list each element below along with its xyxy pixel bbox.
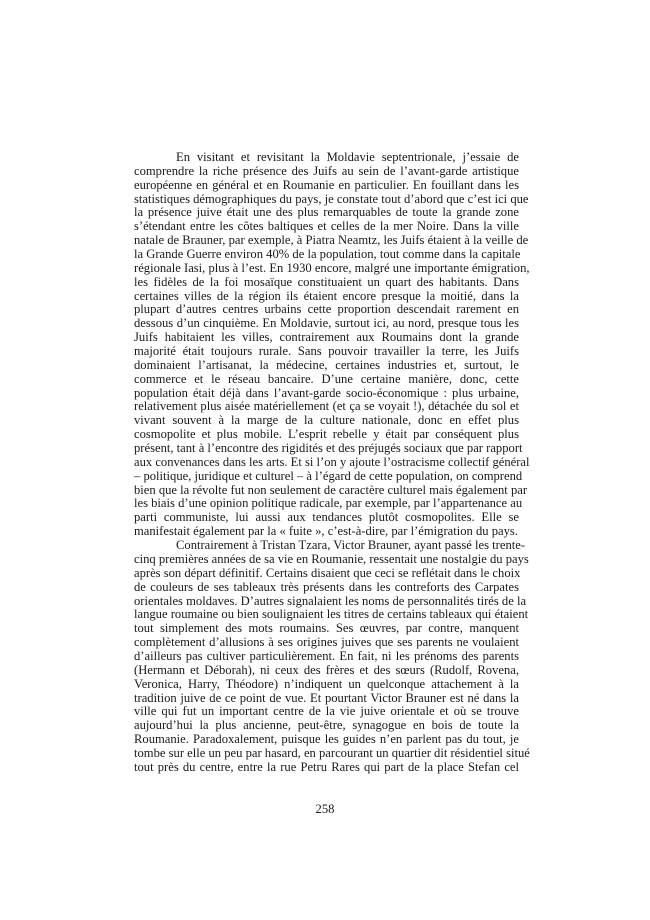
text-line: présent, tant à l’encontre des rigidités et des préjugés sociaux que par rapport <box>134 441 523 456</box>
paragraph <box>134 538 530 775</box>
text-line: manifestait également par la « fuite », c’est-à-dire, par l’émigration du pays. <box>134 524 518 539</box>
text-line: aujourd’hui la plus ancienne, peut-être, synagogue en bois de toute la <box>134 718 519 733</box>
text-line: s’étendant entre les côtes baltiques et celles de la mer Noire. Dans la ville <box>134 219 519 234</box>
text-line: d’ailleurs pas cultiver particulièrement. En fait, ni les prénoms des parents <box>134 648 519 663</box>
text-line: Roumanie. Paradoxalement, puisque les guides n’en parlent pas du tout, je <box>134 732 519 747</box>
text-line: natale de Brauner, par exemple, à Piatra Neamtz, les Juifs étaient à la veille de <box>134 233 529 248</box>
text-line: cosmopolite et plus mobile. L’esprit rebelle y était par conséquent plus <box>134 427 519 442</box>
text-line: tombe sur elle un peu par hasard, en parcourant un quartier dit résidentiel situé <box>134 745 530 760</box>
text-line: les biais d’une opinion politique radicale, par exemple, par l’appartenance au <box>134 496 523 511</box>
text-line: dominaient l’artisanat, la médecine, certaines industries et, surtout, le <box>134 357 519 372</box>
text-line: langue roumaine ou bien soulignaient les titres de certains tableaux qui étaient <box>134 607 529 622</box>
text-line: tradition juive de ce point de vue. Et pourtant Victor Brauner est né dans la <box>134 690 519 705</box>
text-line: plupart d’autres centres urbains cette proportion descendait rarement en <box>134 302 519 317</box>
text-line: En visitant et revisitant la Moldavie septentrionale, j’essaie de <box>176 150 519 164</box>
text-line: parti communiste, lui aussi aux tendances plutôt cosmopolites. Elle se <box>134 510 519 525</box>
text-line: la Grande Guerre environ 40% de la population, tout comme dans la capitale <box>134 247 521 262</box>
text-line: majorité était toujours rurale. Sans pouvoir travailler la terre, les Juifs <box>134 344 519 359</box>
text-line: tout près du centre, entre la rue Petru Rares qui part de la place Stefan cel <box>134 759 519 774</box>
text-line: statistiques démographiques du pays, je constate tout d’abord que c’est ici que <box>134 191 529 206</box>
page-number: 258 <box>315 802 335 816</box>
text-line: tout simplement des mots roumains. Ses œuvres, par contre, manquent <box>134 621 519 636</box>
text-line: Juifs habitaient les villes, contrairement aux Roumains dont la grande <box>134 330 519 345</box>
text-line: régionale Iasi, plus à l’est. En 1930 encore, malgré une importante émigration, <box>134 260 530 275</box>
text-line: aux convenances dans les arts. Et si l’on y ajoute l’ostracisme collectif général <box>134 454 530 469</box>
text-line: commerce et le réseau bancaire. D’une certaine manière, donc, cette <box>134 371 519 386</box>
text-line: dessous d’un cinquième. En Moldavie, surtout ici, au nord, presque tous les <box>134 316 519 331</box>
text-line: cinq premières années de sa vie en Roumanie, ressentait une nostalgie du pays <box>134 551 529 566</box>
text-line: européenne en général et en Roumanie en particulier. En fouillant dans les <box>134 177 519 192</box>
text-line: Veronica, Harry, Théodore) n’indiquent un quelconque attachement à la <box>134 676 519 691</box>
text-line: – politique, juridique et culturel – à l’égard de cette population, on comprend <box>134 468 523 483</box>
text-line: population était déjà dans l’avant-garde socio-économique : plus urbaine, <box>134 385 519 400</box>
text-line: de couleurs de ses tableaux très présents dans les contreforts des Carpates <box>134 579 519 594</box>
text-line: orientales moldaves. D’autres signalaient les noms de personnalités tirés de la <box>134 593 527 608</box>
text-line: ville qui fut un important centre de la vie juive orientale et où se trouve <box>134 704 519 719</box>
text-line: vivant souvent à la marge de la culture nationale, donc en effet plus <box>134 413 519 428</box>
text-line: Contrairement à Tristan Tzara, Victor Brauner, ayant passé les trente- <box>176 538 526 553</box>
text-line: (Hermann et Déborah), ni ceux des frères et des sœurs (Rudolf, Rovena, <box>134 662 519 677</box>
text-line: certaines villes de la région ils étaient encore presque la moitié, dans la <box>134 288 519 303</box>
body-text <box>134 150 530 775</box>
text-line: comprendre la riche présence des Juifs au sein de l’avant-garde artistique <box>134 163 519 178</box>
text-line: bien que la révolte fut non seulement de caractère culturel mais également par <box>134 482 528 497</box>
text-line: relativement plus aisée matériellement (et ça se voyait !), détachée du sol et <box>134 399 519 414</box>
paragraph <box>134 150 530 539</box>
text-line: la présence juive était une des plus remarquables de toute la grande zone <box>134 205 519 220</box>
text-line: complètement d’allusions à ses origines juives que ses parents ne voulaient <box>134 635 519 650</box>
text-line: les fidèles de la foi mosaïque constituaient un quart des habitants. Dans <box>134 274 519 289</box>
text-line: après son départ définitif. Certains disaient que ceci se reflétait dans le choix <box>134 565 521 580</box>
